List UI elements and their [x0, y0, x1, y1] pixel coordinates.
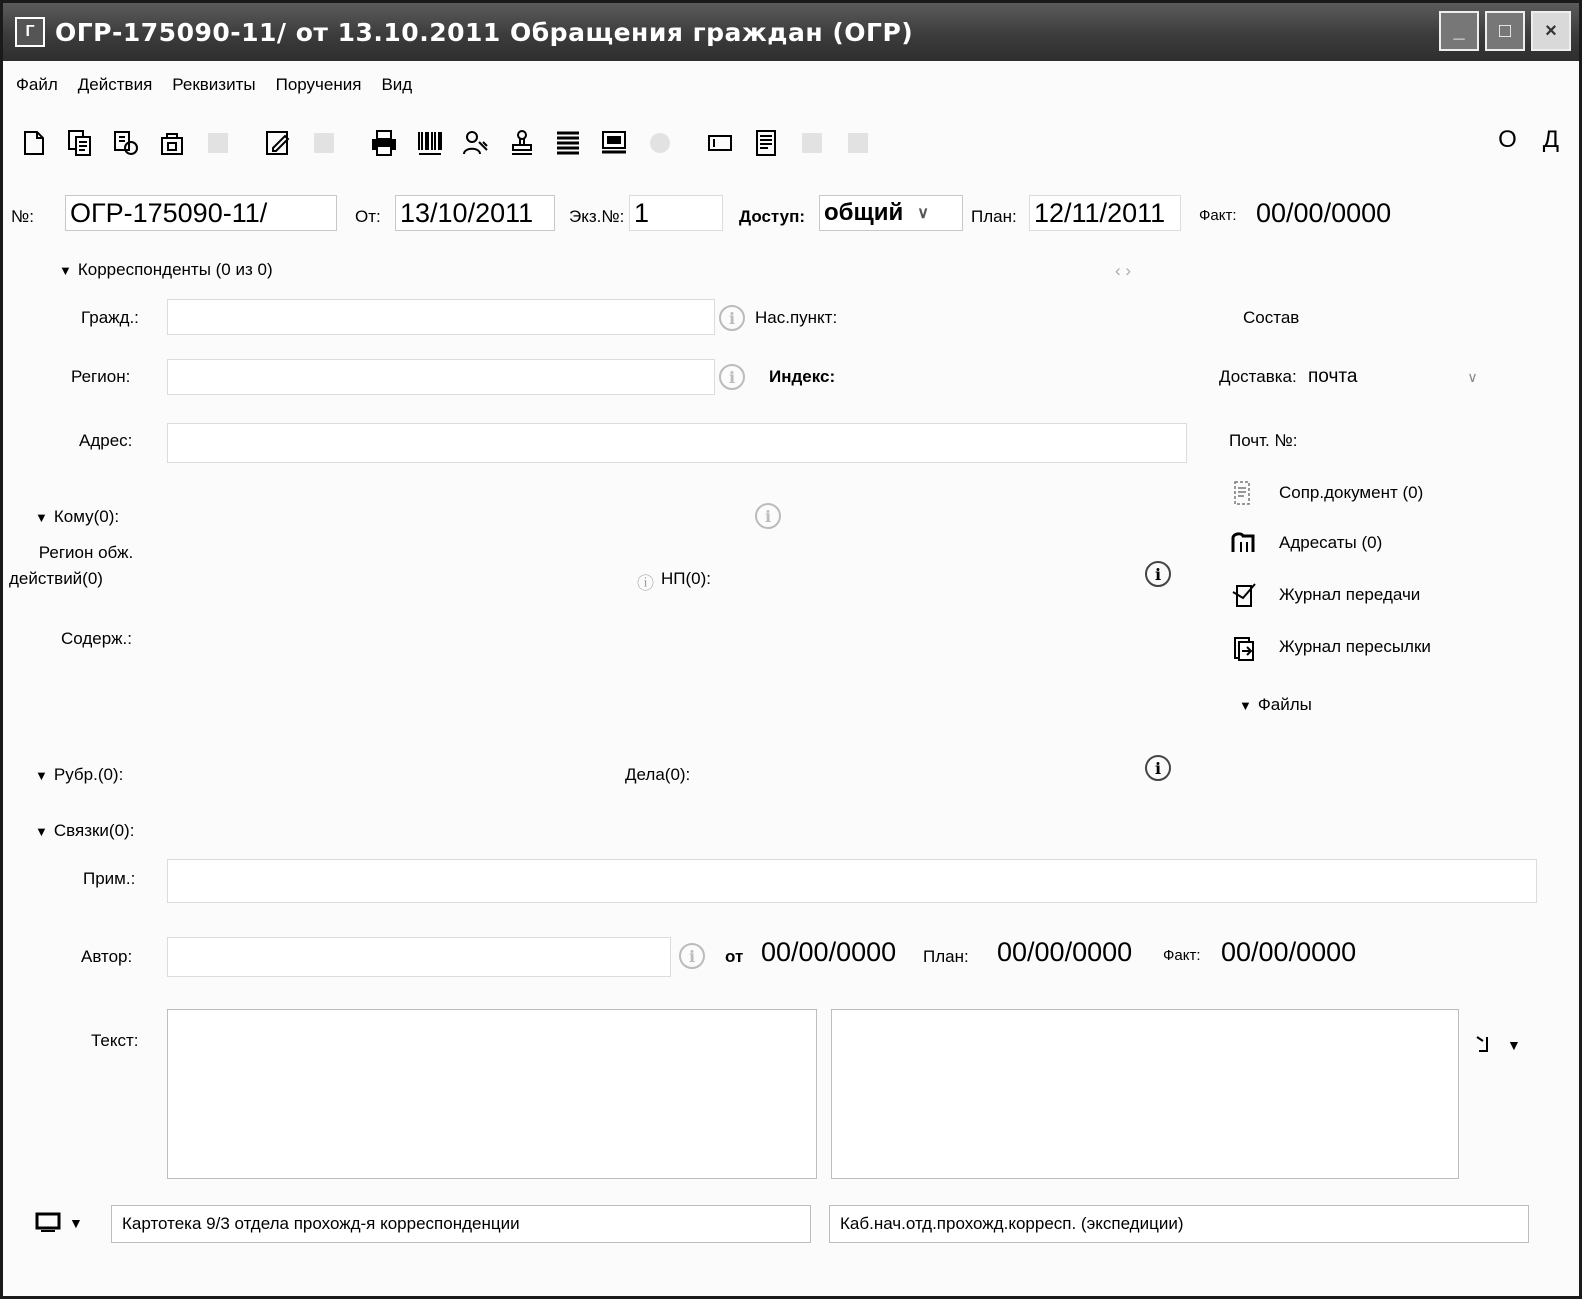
region-label: Регион: — [71, 367, 131, 386]
links-section-toggle[interactable] — [35, 821, 134, 841]
collapse-arrow-icon: ▼ — [35, 824, 48, 839]
correspondents-section-toggle[interactable] — [59, 260, 273, 280]
index-field[interactable] — [859, 359, 1039, 395]
author-from-label: от — [725, 947, 744, 966]
stamp-icon[interactable] — [505, 126, 539, 160]
chevron-down-icon[interactable]: ∨ — [917, 205, 929, 222]
report-icon[interactable] — [749, 126, 783, 160]
menu-assignments[interactable]: Поручения — [275, 75, 362, 94]
chevron-down-icon[interactable]: ▼ — [69, 1215, 83, 1231]
doc-icon[interactable]: Г — [15, 17, 45, 47]
secondary-text-area[interactable] — [831, 1009, 1459, 1179]
chevron-down-icon[interactable]: ∨ — [1467, 368, 1478, 385]
author-label: Автор: — [81, 947, 133, 966]
locality-label: Нас.пункт: — [755, 308, 838, 327]
copy-document-icon[interactable] — [63, 126, 97, 160]
info-icon[interactable]: i — [719, 305, 745, 331]
np-label: НП(0): — [661, 569, 711, 588]
copy-number-field[interactable]: 1 — [629, 195, 723, 231]
delivery-value: почта — [1308, 366, 1358, 387]
region-appeal-label-line1: Регион обж. — [38, 543, 134, 562]
region-appeal-label-line2: действий(0) — [9, 569, 103, 588]
date-label: От: — [355, 207, 381, 226]
forward-journal-icon — [1227, 631, 1261, 663]
collapse-arrow-icon: ▼ — [35, 510, 48, 525]
minimize-button[interactable]: _ — [1439, 11, 1479, 51]
edit-document-icon[interactable] — [261, 126, 295, 160]
author-plan-label: План: — [923, 947, 969, 966]
field-icon[interactable] — [703, 126, 737, 160]
rubrics-section-toggle[interactable] — [35, 765, 123, 785]
info-icon[interactable]: i — [1145, 561, 1171, 587]
delete-document-icon[interactable] — [155, 126, 189, 160]
delivery-select[interactable] — [1303, 359, 1523, 395]
index-label: Индекс: — [769, 367, 836, 386]
copy-number-label: Экз.№: — [569, 207, 625, 226]
delivery-label: Доставка: — [1219, 367, 1297, 386]
window-title: ОГР-175090-11/ от 13.10.2011 Обращения граждан (ОГР) — [55, 17, 914, 47]
resolution-icon[interactable] — [459, 126, 493, 160]
plan-label: План: — [971, 207, 1017, 226]
rubrics-label: Рубр.(0): — [53, 765, 124, 784]
toolbar — [17, 118, 1569, 168]
note-label: Прим.: — [83, 869, 136, 888]
print-icon[interactable] — [367, 126, 401, 160]
office-field[interactable]: Каб.нач.отд.прохожд.корресп. (экспедиции) — [829, 1205, 1529, 1243]
card-file-field[interactable]: Картотека 9/3 отдела прохожд-я корреспонденции — [111, 1205, 811, 1243]
addressees-icon — [1227, 527, 1261, 559]
number-label: №: — [11, 207, 34, 226]
forward-journal-link[interactable] — [1227, 631, 1431, 663]
nav-arrows-icon[interactable]: ‹ › — [1115, 261, 1132, 280]
send-document-icon[interactable] — [109, 126, 143, 160]
maximize-button[interactable]: □ — [1485, 11, 1525, 51]
access-value: общий — [824, 199, 904, 226]
menu-file[interactable]: Файл — [16, 75, 58, 94]
post-number-label: Почт. №: — [1229, 431, 1298, 450]
collapse-arrow-icon: ▼ — [1239, 698, 1252, 713]
date-field[interactable]: 13/10/2011 — [395, 195, 555, 231]
plan-date-field[interactable]: 12/11/2011 — [1029, 195, 1181, 231]
transfer-journal-label: Журнал передачи — [1279, 585, 1421, 604]
collapse-arrow-icon: ▼ — [59, 263, 72, 278]
author-from-date[interactable]: 00/00/0000 — [761, 937, 897, 967]
addressees-link[interactable] — [1227, 527, 1382, 559]
fact-label: Факт: — [1199, 207, 1237, 224]
toolbar-right-d[interactable]: Д — [1542, 126, 1559, 153]
close-button[interactable]: × — [1531, 11, 1571, 51]
to-label: Кому(0): — [53, 507, 120, 526]
text-label: Текст: — [91, 1031, 139, 1050]
number-field[interactable]: ОГР-175090-11/ — [65, 195, 337, 231]
content-label: Содерж.: — [61, 629, 133, 648]
forward-journal-label: Журнал пересылки — [1279, 637, 1431, 656]
title-bar[interactable] — [3, 3, 1579, 61]
card-switcher-icon[interactable] — [35, 1211, 61, 1238]
address-field[interactable] — [167, 423, 1187, 463]
info-icon[interactable]: i — [679, 943, 705, 969]
barcode-icon[interactable] — [413, 126, 447, 160]
note-field[interactable] — [167, 859, 1537, 903]
disabled-tool-icon — [795, 126, 829, 160]
menu-view[interactable]: Вид — [381, 75, 413, 94]
new-document-icon[interactable] — [17, 126, 51, 160]
addressees-label: Адресаты (0) — [1279, 533, 1383, 552]
info-icon[interactable]: i — [719, 364, 745, 390]
toolbar-right-o[interactable]: О — [1498, 126, 1517, 153]
info-icon[interactable]: i — [1145, 755, 1171, 781]
correspondents-section-label: Корреспонденты (0 из 0) — [77, 260, 273, 279]
to-section-toggle[interactable] — [35, 507, 119, 527]
disabled-tool-icon — [643, 126, 677, 160]
fact-date-field: 00/00/0000 — [1256, 197, 1392, 228]
transfer-journal-icon — [1227, 579, 1261, 611]
access-label: Доступ: — [739, 207, 806, 226]
files-section-toggle[interactable] — [1239, 695, 1312, 715]
info-icon[interactable]: i — [755, 503, 781, 529]
text-dropdown-icon[interactable]: ▼ — [1507, 1037, 1521, 1053]
text-area[interactable] — [167, 1009, 817, 1179]
address-label: Адрес: — [79, 431, 133, 450]
list-icon[interactable] — [551, 126, 585, 160]
access-select[interactable] — [819, 195, 963, 231]
attachment-doc-link[interactable] — [1227, 477, 1423, 509]
disabled-tool-icon — [201, 126, 235, 160]
author-fact-label: Факт: — [1163, 947, 1201, 964]
collapse-arrow-icon: ▼ — [35, 768, 48, 783]
author-fact-date[interactable]: 00/00/0000 — [1221, 937, 1357, 967]
attachment-doc-label: Сопр.документ (0) — [1279, 483, 1424, 502]
links-label: Связки(0): — [53, 821, 135, 840]
composition-label: Состав — [1243, 308, 1300, 327]
author-field[interactable] — [167, 937, 671, 977]
menu-bar — [13, 73, 415, 97]
citizen-label: Гражд.: — [81, 308, 139, 327]
disabled-tool-icon — [841, 126, 875, 160]
region-field[interactable] — [167, 359, 715, 395]
info-small-icon[interactable]: ⓘ — [637, 574, 654, 593]
citizen-field[interactable] — [167, 299, 715, 335]
locality-field[interactable] — [863, 299, 1183, 335]
scan-icon[interactable] — [597, 126, 631, 160]
menu-requisites[interactable]: Реквизиты — [172, 75, 256, 94]
author-plan-date[interactable]: 00/00/0000 — [997, 937, 1133, 967]
attachment-doc-icon — [1227, 477, 1261, 509]
files-label: Файлы — [1257, 695, 1312, 714]
new-text-icon[interactable] — [1473, 1033, 1497, 1062]
cases-label: Дела(0): — [625, 765, 691, 784]
transfer-journal-link[interactable] — [1227, 579, 1420, 611]
disabled-tool-icon — [307, 126, 341, 160]
menu-actions[interactable]: Действия — [77, 75, 153, 94]
